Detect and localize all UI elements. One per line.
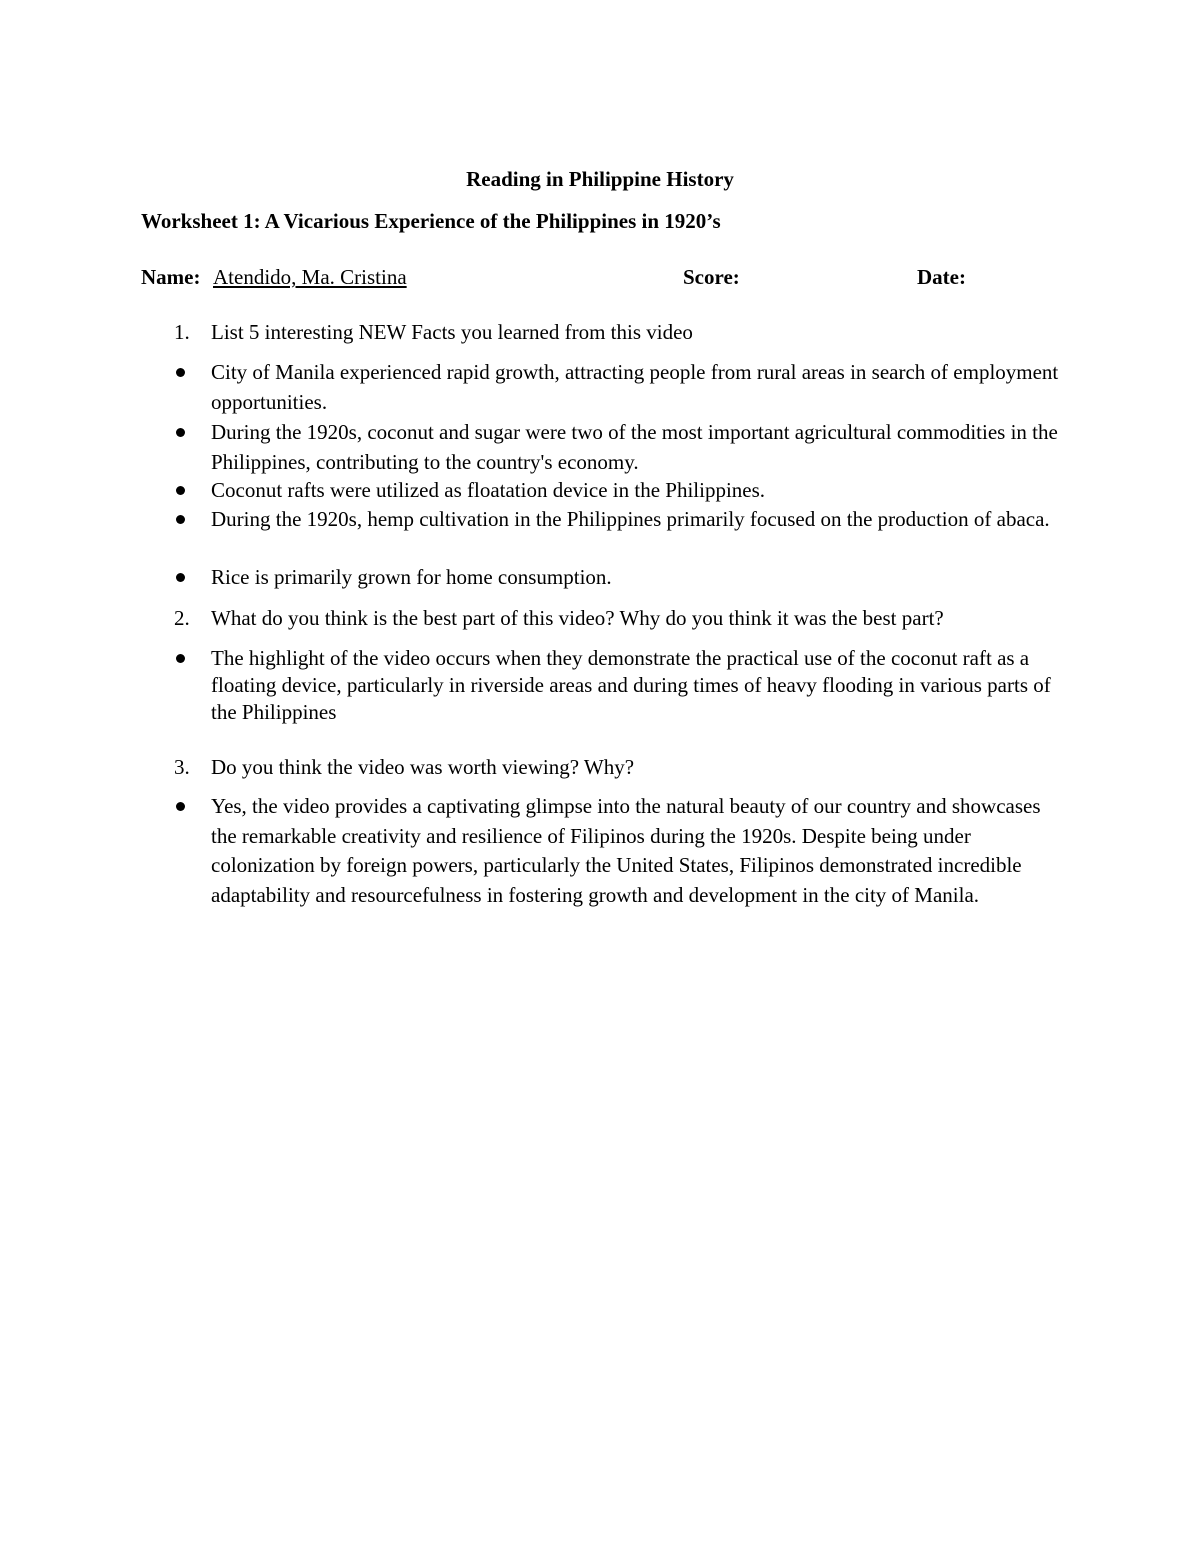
question-text: Do you think the video was worth viewing? Why? <box>211 755 635 779</box>
question-number: 3. <box>174 755 190 779</box>
bullet-icon <box>176 486 185 495</box>
answer-text: City of Manila experienced rapid growth, attracting people from rural areas in search of employment opportunities. <box>211 360 1059 414</box>
name-label: Name: <box>141 265 201 289</box>
date-label: Date: <box>917 265 966 289</box>
answer-text: The highlight of the video occurs when they demonstrate the practical use of the coconut raft as a floating device, particularly in riverside areas and during times of heavy flooding in various parts of the Philippines <box>211 646 1051 724</box>
bullet-icon <box>176 573 185 582</box>
student-name: Atendido, Ma. Cristina <box>213 265 407 289</box>
bullet-icon <box>176 428 185 437</box>
question-number: 1. <box>174 320 190 344</box>
bullet-icon <box>176 654 185 663</box>
answer-text: Yes, the video provides a captivating glimpse into the natural beauty of our country and showcases the remarkable creativity and resilience of Filipinos during the 1920s. Despite being under colonization by foreign powers, particularly the United States, Filipinos demonstrated incredible adaptability and resourcefulness in fostering growth and development in the city of Manila. <box>211 794 1041 907</box>
score-label: Score: <box>683 265 740 289</box>
document-title: Reading in Philippine History <box>466 167 734 191</box>
answer-text: Rice is primarily grown for home consumption. <box>211 565 612 589</box>
bullet-icon <box>176 802 185 811</box>
question-text: List 5 interesting NEW Facts you learned from this video <box>211 320 693 344</box>
answer-text: During the 1920s, hemp cultivation in the Philippines primarily focused on the production of abaca. <box>211 507 1050 531</box>
bullet-icon <box>176 515 185 524</box>
question-number: 2. <box>174 606 190 630</box>
bullet-icon <box>176 368 185 377</box>
answer-text: Coconut rafts were utilized as floatation device in the Philippines. <box>211 478 766 502</box>
answer-text: During the 1920s, coconut and sugar were two of the most important agricultural commodities in the Philippines, contributing to the country's economy. <box>211 420 1058 474</box>
question-text: What do you think is the best part of this video? Why do you think it was the best part? <box>211 606 944 630</box>
worksheet-subtitle: Worksheet 1: A Vicarious Experience of the Philippines in 1920’s <box>141 209 721 233</box>
